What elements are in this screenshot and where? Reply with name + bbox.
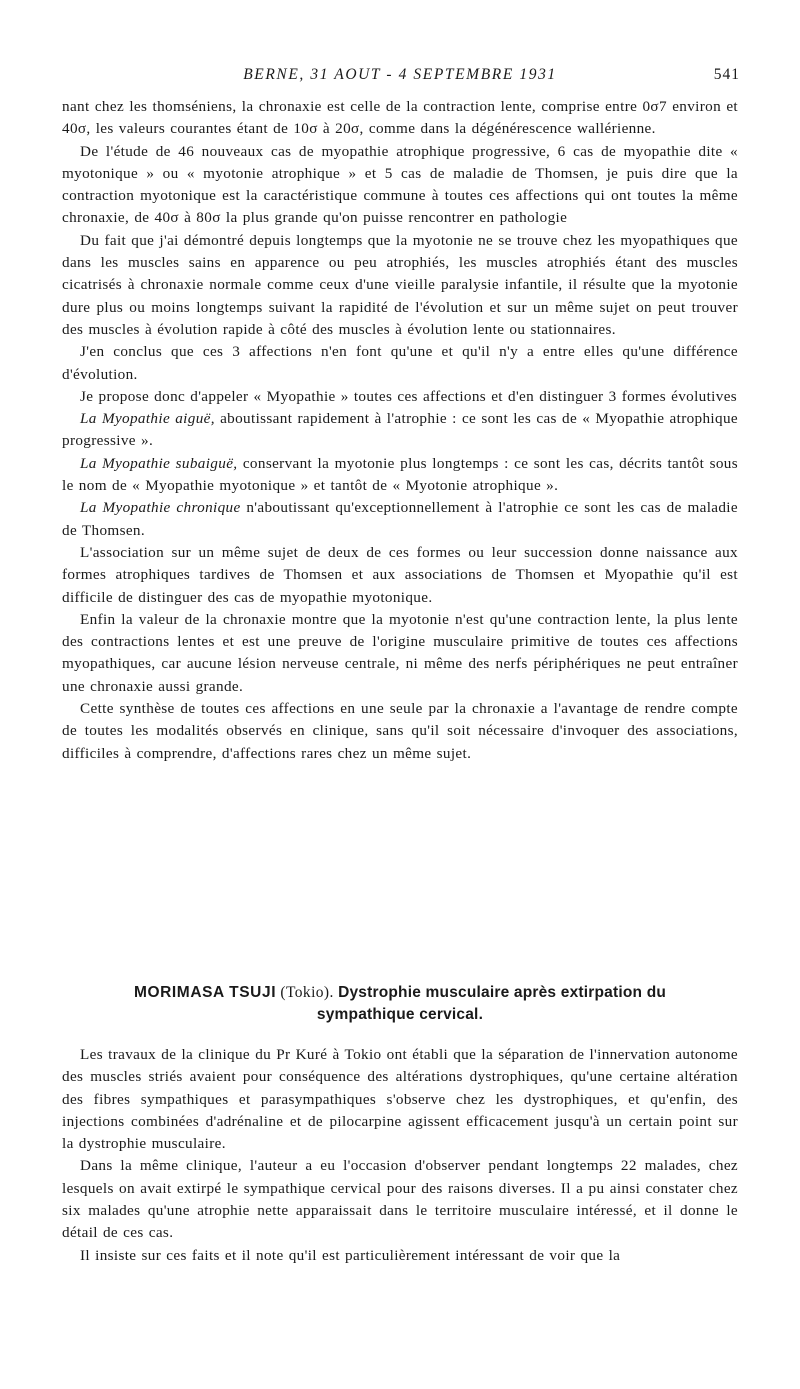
form-paragraph <box>62 453 738 498</box>
paragraph: Enfin la valeur de la chronaxie montre que la myotonie n'est qu'une contraction lente, la plus lente des contractions lentes et est une preuve de l'origine musculaire primitive de toutes ces affections myopathiques, car aucune lésion nerveuse centrale, ni même des nerfs périphériques ne peut entraîner une chronaxie aussi grande. <box>62 610 738 695</box>
section-heading-line1 <box>62 982 738 1004</box>
body-text-top <box>62 96 738 765</box>
section-city: (Tokio). <box>280 984 334 1001</box>
form-text: n'aboutissant qu'exceptionnellement à l'atrophie ce sont les cas de maladie de Thomsen. <box>62 499 738 539</box>
paragraph: Il insiste sur ces faits et il note qu'il est particulièrement intéressant de voir que la <box>80 1246 621 1264</box>
running-head <box>60 66 740 88</box>
paragraph: J'en conclus que ces 3 affections n'en font qu'une et qu'il n'y a entre elles qu'une différence d'évolution. <box>62 343 738 383</box>
paragraph: L'association sur un même sujet de deux de ces formes ou leur succession donne naissance aux formes atrophiques tardives de Thomsen et aux associations de Thomsen et Myopathie qu'il est difficile de distinguer des cas de myopathie myotonique. <box>62 543 738 606</box>
paragraph: nant chez les thomséniens, la chronaxie est celle de la contraction lente, comprise entre 0σ7 environ et 40σ, les valeurs courantes étant de 10σ à 20σ, comme dans la dégénérescence wallérienne. <box>62 98 738 138</box>
form-text: aboutissant rapidement à l'atrophie : ce sont les cas de « Myopathie atrophique progressive ». <box>62 410 738 450</box>
section-title-line2: sympathique cervical. <box>316 1006 484 1023</box>
section-heading <box>62 982 738 1026</box>
form-text: conservant la myotonie plus longtemps : ce sont les cas, décrits tantôt sous le nom de « Myopathie myotonique » et tantôt de « Myotonie atrophique ». <box>62 454 738 495</box>
running-title: BERNE, 31 AOUT - 4 SEPTEMBRE 1931 <box>243 66 557 83</box>
form-name: La Myopathie chronique <box>80 499 241 517</box>
form-name: La Myopathie subaiguë, <box>80 454 238 472</box>
paragraph: Les travaux de la clinique du Pr Kuré à Tokio ont établi que la séparation de l'innervation autonome des muscles striés avaient pour conséquence des altérations dystrophiques, qu'une certaine altération des fibres sympathiques et parasympathiques s'observe chez les dystrophiques, et qu'enfin, des injections combinées d'adrénaline et de pilocarpine agissent efficacement jusqu'à un certain point sur la dystrophie musculaire. <box>62 1046 738 1153</box>
paragraph: Cette synthèse de toutes ces affections en une seule par la chronaxie a l'avantage de rendre compte de toutes les modalités observés en clinique, sans qu'il soit nécessaire d'invoquer des associations, difficiles à comprendre, d'affections rares chez un même sujet. <box>62 700 738 762</box>
form-paragraph <box>62 497 738 542</box>
paragraph: De l'étude de 46 nouveaux cas de myopathie atrophique progressive, 6 cas de myopathie dite « myotonique » ou « myotonie atrophique » et 5 cas de maladie de Thomsen, je puis dire que la contraction myotonique est la caractéristique commune à toutes ces affections qui ont toutes la même chronaxie, de 40σ à 80σ la plus grande qu'on puisse rencontrer en pathologie <box>62 142 738 227</box>
paragraph: Je propose donc d'appeler « Myopathie » toutes ces affections et d'en distinguer 3 formes évolutives <box>80 387 738 405</box>
paragraph: Dans la même clinique, l'auteur a eu l'occasion d'observer pendant longtemps 22 malades, chez lesquels on avait extirpé le sympathique cervical pour des raisons diverses. Il a pu ainsi constater chez six malades qu'une atrophie nette apparaissait dans le territoire musculaire intéressé, et il donne le détail de ces cas. <box>62 1157 738 1242</box>
form-name: La Myopathie aiguë, <box>80 410 215 428</box>
page-number: 541 <box>713 66 740 83</box>
body-text-bottom <box>62 1044 738 1267</box>
form-paragraph <box>62 408 738 453</box>
section-author: MORIMASA TSUJI <box>133 984 277 1001</box>
section-title-line1: Dystrophie musculaire après extirpation du <box>338 984 667 1001</box>
paragraph: Du fait que j'ai démontré depuis longtemps que la myotonie ne se trouve chez les myopathiques que dans les muscles sains en apparence ou peu atrophiés, les muscles atrophiés étant des muscles cicatrisés à chronaxie normale comme ceux d'une vieille paralysie infantile, il résulte que la myotonie dure plus ou moins longtemps suivant la rapidité de l'évolution et sur un même sujet on peut trouver des muscles à évolution rapide à côté des muscles à évolution lente ou stationnaires. <box>62 231 738 338</box>
